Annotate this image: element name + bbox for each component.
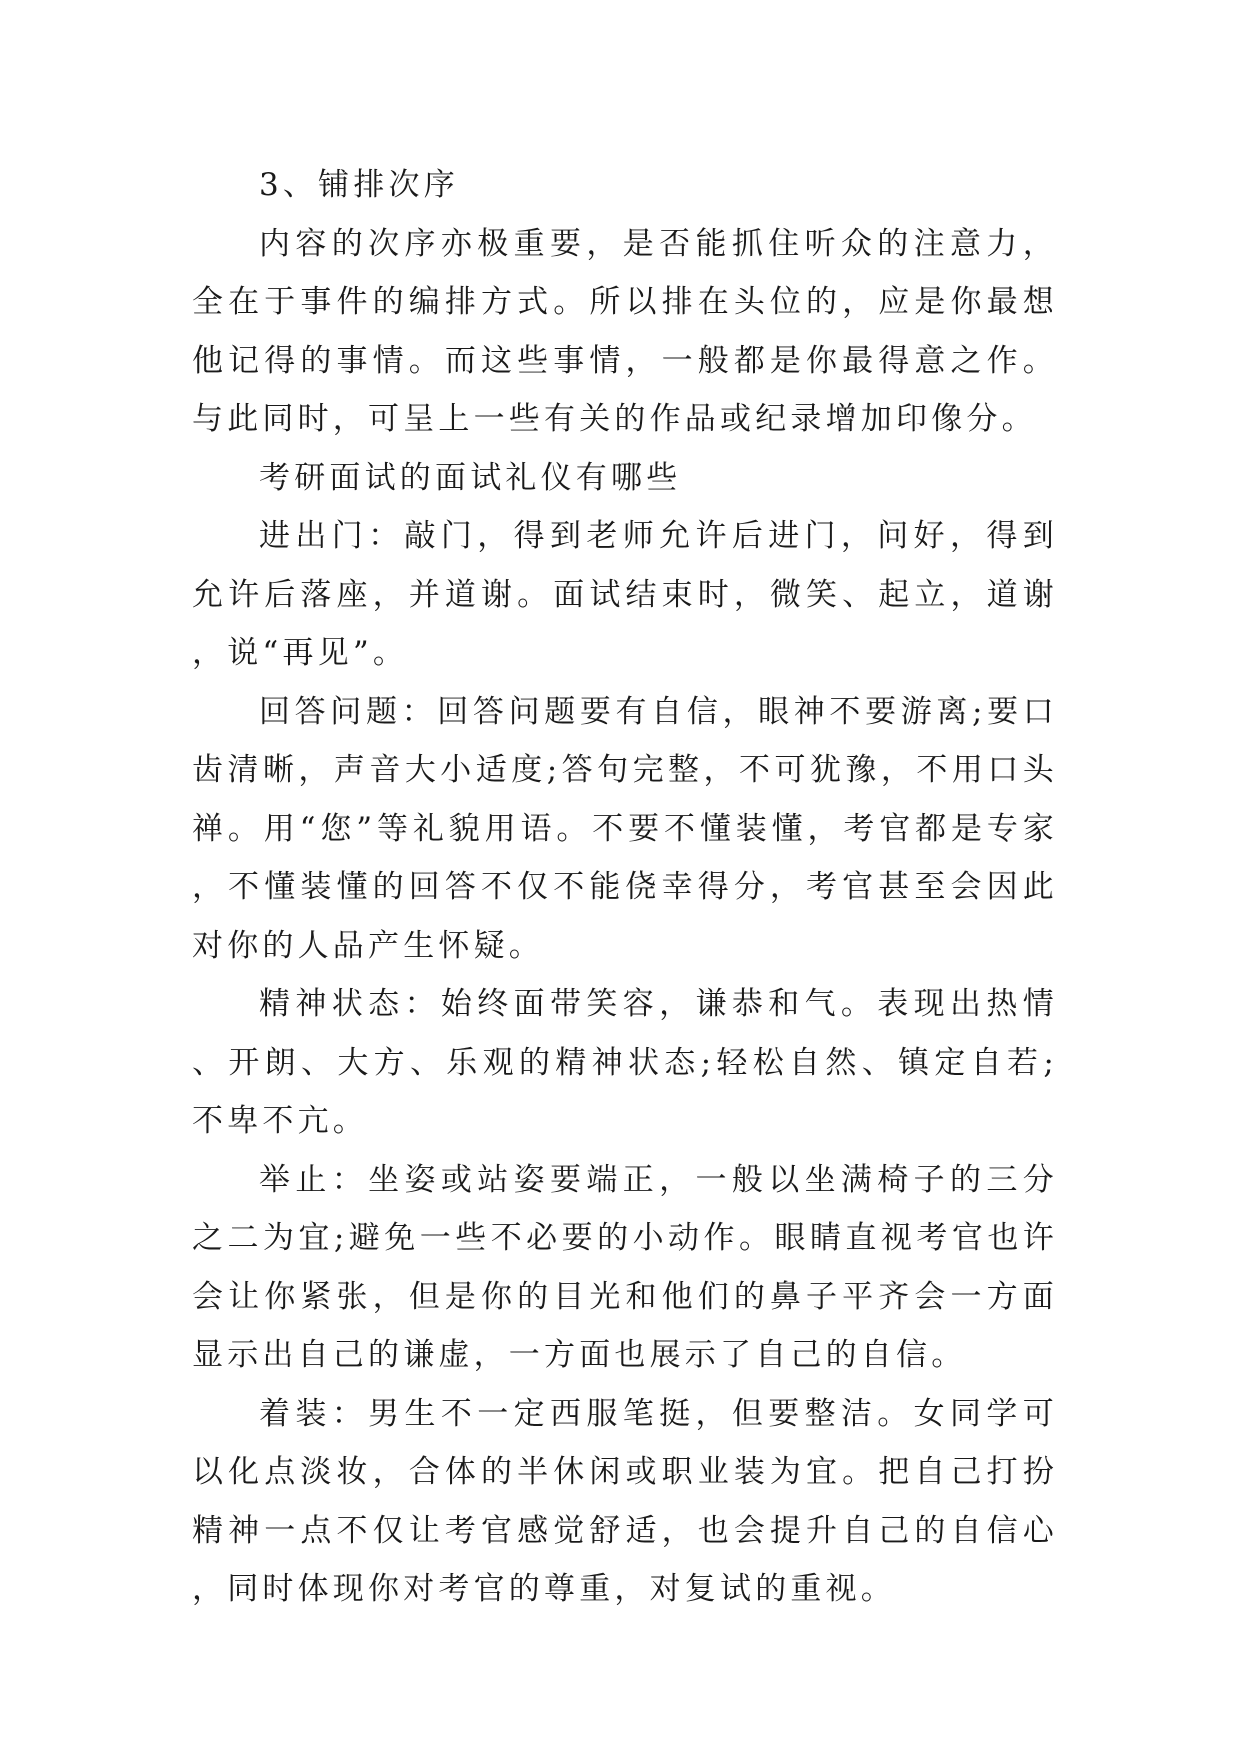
paragraph-attire: 着装：男生不一定西服笔挺，但要整洁。女同学可以化点淡妆，合体的半休闲或职业装为宜。把自己打扮精神一点不仅让考官感觉舒适，也会提升自己的自信心，同时体现你对考官的尊重，对复试的重视。 — [192, 1395, 1058, 1607]
paragraph-content-order: 内容的次序亦极重要，是否能抓住听众的注意力，全在于事件的编排方式。所以排在头位的，应是你最想他记得的事情。而这些事情，一般都是你最得意之作。与此同时，可呈上一些有关的作品或纪录增加印像分。 — [192, 225, 1058, 437]
paragraph-entering-leaving: 进出门：敲门，得到老师允许后进门，问好，得到允许后落座，并道谢。面试结束时，微笑、起立，道谢，说“再见”。 — [192, 518, 1058, 671]
document-body — [192, 156, 1058, 1619]
paragraph-mental-state: 精神状态：始终面带笑容，谦恭和气。表现出热情、开朗、大方、乐观的精神状态;轻松自然、镇定自若;不卑不亢。 — [192, 986, 1058, 1139]
section-heading-ordering: 3、铺排次序 — [259, 167, 459, 203]
paragraph-answering-questions: 回答问题：回答问题要有自信，眼神不要游离;要口齿清晰，声音大小适度;答句完整，不可犹豫，不用口头禅。用“您”等礼貌用语。不要不懂装懂，考官都是专家，不懂装懂的回答不仅不能侥幸得分，考官甚至会因此对你的人品产生怀疑。 — [192, 693, 1058, 964]
paragraph-demeanor: 举止：坐姿或站姿要端正，一般以坐满椅子的三分之二为宜;避免一些不必要的小动作。眼睛直视考官也许会让你紧张，但是你的目光和他们的鼻子平齐会一方面显示出自己的谦虚，一方面也展示了自己的自信。 — [192, 1161, 1058, 1373]
section-heading-etiquette: 考研面试的面试礼仪有哪些 — [259, 459, 682, 496]
